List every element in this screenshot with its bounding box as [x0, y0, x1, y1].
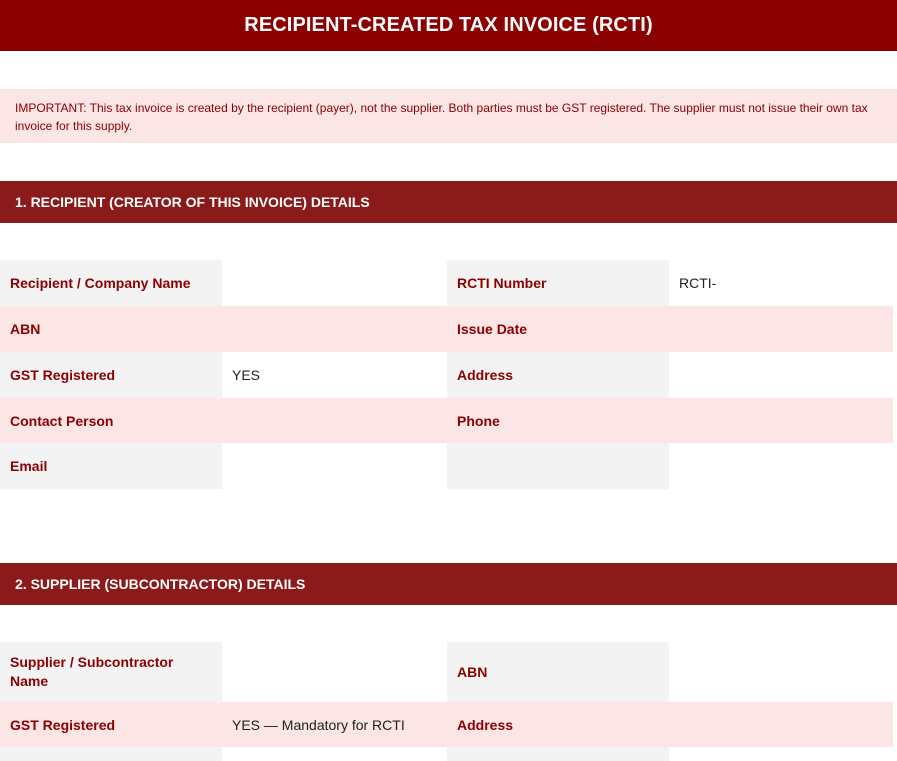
empty-value-cell — [669, 443, 893, 489]
important-notice: IMPORTANT: This tax invoice is created by the recipient (payer), not the supplier. Both parties must be GST registered. The supplier must not issue their own tax invoice for this supply. — [0, 89, 897, 143]
next-row-label-cell — [0, 747, 222, 761]
section-supplier-header — [0, 563, 897, 605]
supplier-address-label: Address — [447, 702, 669, 747]
supplier-abn-field[interactable] — [669, 642, 893, 702]
table-row — [0, 260, 893, 306]
recipient-address-label: Address — [447, 352, 669, 398]
recipient-address-field[interactable] — [669, 352, 893, 398]
phone-label: Phone — [447, 398, 669, 443]
recipient-name-label: Recipient / Company Name — [0, 260, 222, 306]
table-row — [0, 702, 893, 747]
supplier-abn-label: ABN — [447, 642, 669, 702]
section-supplier-title: 2. SUPPLIER (SUBCONTRACTOR) DETAILS — [15, 576, 306, 592]
phone-field[interactable] — [669, 398, 893, 443]
recipient-details-table — [0, 260, 893, 489]
supplier-name-field[interactable] — [222, 642, 447, 702]
section-recipient-header — [0, 181, 897, 223]
section-recipient-title: 1. RECIPIENT (CREATOR OF THIS INVOICE) DETAILS — [15, 194, 370, 210]
table-row — [0, 398, 893, 443]
next-row-value-cell-2 — [669, 747, 893, 761]
page-title: RECIPIENT-CREATED TAX INVOICE (RCTI) — [244, 14, 653, 36]
supplier-details-table — [0, 642, 893, 761]
title-bar — [0, 0, 897, 51]
rcti-number-field[interactable]: RCTI- — [669, 260, 893, 306]
rcti-number-label: RCTI Number — [447, 260, 669, 306]
next-row-label-cell-2 — [447, 747, 669, 761]
recipient-abn-label: ABN — [0, 306, 222, 352]
table-row — [0, 747, 893, 761]
contact-person-field[interactable] — [222, 398, 447, 443]
recipient-name-field[interactable] — [222, 260, 447, 306]
email-label: Email — [0, 443, 222, 489]
empty-label-cell — [447, 443, 669, 489]
recipient-gst-field[interactable]: YES — [222, 352, 447, 398]
table-row — [0, 306, 893, 352]
supplier-gst-label: GST Registered — [0, 702, 222, 747]
issue-date-label: Issue Date — [447, 306, 669, 352]
table-row — [0, 642, 893, 702]
supplier-gst-field[interactable]: YES — Mandatory for RCTI — [222, 702, 447, 747]
contact-person-label: Contact Person — [0, 398, 222, 443]
issue-date-field[interactable] — [669, 306, 893, 352]
table-row — [0, 352, 893, 398]
supplier-address-field[interactable] — [669, 702, 893, 747]
recipient-gst-label: GST Registered — [0, 352, 222, 398]
supplier-name-label: Supplier / Subcontractor Name — [0, 642, 222, 702]
table-row — [0, 443, 893, 489]
recipient-abn-field[interactable] — [222, 306, 447, 352]
next-row-value-cell — [222, 747, 447, 761]
email-field[interactable] — [222, 443, 447, 489]
